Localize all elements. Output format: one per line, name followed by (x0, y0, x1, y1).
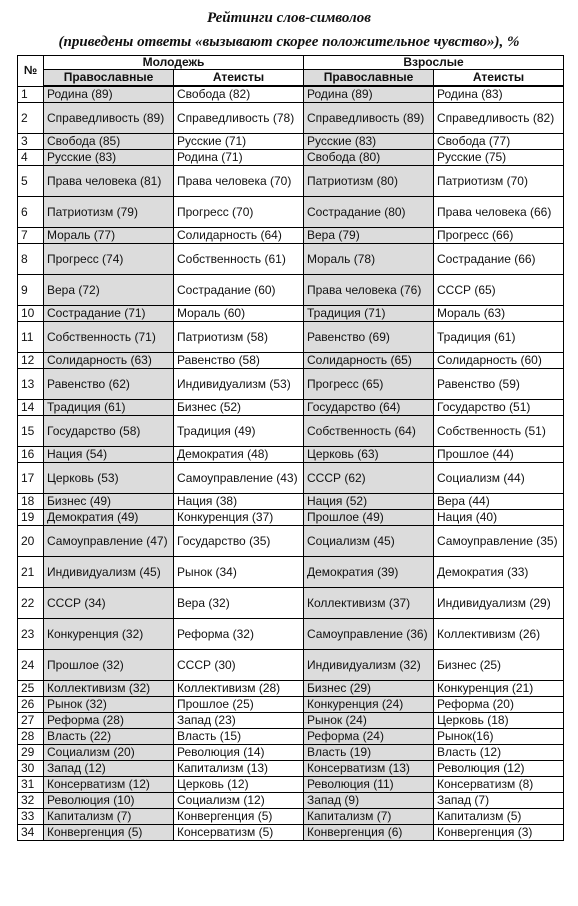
adults-orthodox-cell: Государство (64) (304, 400, 434, 416)
youth-atheists-cell: Демократия (48) (174, 447, 304, 463)
adults-atheists-cell: Солидарность (60) (434, 353, 564, 369)
adults-orthodox-cell: Индивидуализм (32) (304, 650, 434, 681)
row-number: 24 (18, 650, 44, 681)
youth-orthodox-cell: Коллективизм (32) (44, 681, 174, 697)
adults-atheists-cell: Нация (40) (434, 510, 564, 526)
youth-atheists-cell: Самоуправление (43) (174, 463, 304, 494)
adults-atheists-cell: Реформа (20) (434, 697, 564, 713)
youth-atheists-cell: Прошлое (25) (174, 697, 304, 713)
row-number: 25 (18, 681, 44, 697)
table-row (18, 650, 564, 681)
adults-orthodox-cell: Самоуправление (36) (304, 619, 434, 650)
youth-atheists-cell: Прогресс (70) (174, 197, 304, 228)
youth-atheists-cell: Конкуренция (37) (174, 510, 304, 526)
adults-atheists-cell: Русские (75) (434, 150, 564, 166)
youth-orthodox-cell: Свобода (85) (44, 134, 174, 150)
adults-atheists-cell: СССР (65) (434, 275, 564, 306)
table-row (18, 353, 564, 369)
row-number: 16 (18, 447, 44, 463)
adults-atheists-cell: Сострадание (66) (434, 244, 564, 275)
adults-orthodox-cell: Свобода (80) (304, 150, 434, 166)
row-number: 21 (18, 557, 44, 588)
youth-atheists-cell: Конвергенция (5) (174, 809, 304, 825)
table-row (18, 510, 564, 526)
adults-orthodox-cell: Нация (52) (304, 494, 434, 510)
table-row (18, 166, 564, 197)
youth-atheists-cell: Запад (23) (174, 713, 304, 729)
table-row (18, 729, 564, 745)
youth-atheists-cell: Патриотизм (58) (174, 322, 304, 353)
youth-orthodox-cell: Равенство (62) (44, 369, 174, 400)
youth-atheists-cell: Родина (71) (174, 150, 304, 166)
youth-atheists-cell: Рынок (34) (174, 557, 304, 588)
youth-atheists-cell: Равенство (58) (174, 353, 304, 369)
adults-atheists-cell: Собственность (51) (434, 416, 564, 447)
youth-orthodox-cell: Родина (89) (44, 86, 174, 103)
row-number: 27 (18, 713, 44, 729)
row-number: 5 (18, 166, 44, 197)
table-row (18, 244, 564, 275)
adults-atheists-cell: Революция (12) (434, 761, 564, 777)
youth-atheists-cell: Мораль (60) (174, 306, 304, 322)
youth-atheists-cell: Права человека (70) (174, 166, 304, 197)
header-row-subgroups (18, 70, 564, 87)
adults-orthodox-cell: Солидарность (65) (304, 353, 434, 369)
adults-atheists-cell: Справедливость (82) (434, 103, 564, 134)
table-row (18, 463, 564, 494)
adults-atheists-cell: Прогресс (66) (434, 228, 564, 244)
youth-orthodox-cell: Демократия (49) (44, 510, 174, 526)
adults-atheists-cell: Церковь (18) (434, 713, 564, 729)
adults-orthodox-cell: Вера (79) (304, 228, 434, 244)
table-row (18, 697, 564, 713)
row-number: 7 (18, 228, 44, 244)
youth-orthodox-cell: Права человека (81) (44, 166, 174, 197)
header-youth: Молодежь (44, 56, 304, 70)
adults-atheists-cell: Родина (83) (434, 86, 564, 103)
table-body (18, 86, 564, 841)
youth-atheists-cell: Реформа (32) (174, 619, 304, 650)
rating-table (17, 55, 564, 841)
header-row-groups (18, 56, 564, 70)
table-row (18, 416, 564, 447)
table-row (18, 150, 564, 166)
youth-orthodox-cell: Прогресс (74) (44, 244, 174, 275)
row-number: 34 (18, 825, 44, 841)
adults-orthodox-cell: Церковь (63) (304, 447, 434, 463)
header-adults-atheists: Атеисты (434, 70, 564, 87)
table-row (18, 713, 564, 729)
row-number: 23 (18, 619, 44, 650)
row-number: 26 (18, 697, 44, 713)
adults-orthodox-cell: Мораль (78) (304, 244, 434, 275)
adults-atheists-cell: Индивидуализм (29) (434, 588, 564, 619)
row-number: 28 (18, 729, 44, 745)
adults-orthodox-cell: Русские (83) (304, 134, 434, 150)
youth-atheists-cell: Справедливость (78) (174, 103, 304, 134)
adults-atheists-cell: Консерватизм (8) (434, 777, 564, 793)
youth-orthodox-cell: Консерватизм (12) (44, 777, 174, 793)
youth-atheists-cell: Нация (38) (174, 494, 304, 510)
row-number: 19 (18, 510, 44, 526)
adults-orthodox-cell: Бизнес (29) (304, 681, 434, 697)
adults-orthodox-cell: Родина (89) (304, 86, 434, 103)
row-number: 30 (18, 761, 44, 777)
adults-atheists-cell: Бизнес (25) (434, 650, 564, 681)
youth-orthodox-cell: Капитализм (7) (44, 809, 174, 825)
adults-orthodox-cell: Капитализм (7) (304, 809, 434, 825)
youth-orthodox-cell: Власть (22) (44, 729, 174, 745)
adults-orthodox-cell: Сострадание (80) (304, 197, 434, 228)
youth-atheists-cell: Капитализм (13) (174, 761, 304, 777)
adults-orthodox-cell: Революция (11) (304, 777, 434, 793)
youth-atheists-cell: Бизнес (52) (174, 400, 304, 416)
adults-orthodox-cell: Справедливость (89) (304, 103, 434, 134)
youth-orthodox-cell: Прошлое (32) (44, 650, 174, 681)
adults-atheists-cell: Запад (7) (434, 793, 564, 809)
adults-orthodox-cell: Конкуренция (24) (304, 697, 434, 713)
youth-atheists-cell: Консерватизм (5) (174, 825, 304, 841)
row-number: 15 (18, 416, 44, 447)
youth-atheists-cell: Традиция (49) (174, 416, 304, 447)
adults-atheists-cell: Равенство (59) (434, 369, 564, 400)
youth-atheists-cell: Вера (32) (174, 588, 304, 619)
adults-atheists-cell: Конкуренция (21) (434, 681, 564, 697)
youth-orthodox-cell: Справедливость (89) (44, 103, 174, 134)
adults-orthodox-cell: Традиция (71) (304, 306, 434, 322)
adults-orthodox-cell: Реформа (24) (304, 729, 434, 745)
table-row (18, 103, 564, 134)
adults-orthodox-cell: Социализм (45) (304, 526, 434, 557)
row-number: 31 (18, 777, 44, 793)
table-row (18, 369, 564, 400)
youth-orthodox-cell: Церковь (53) (44, 463, 174, 494)
adults-orthodox-cell: Равенство (69) (304, 322, 434, 353)
adults-orthodox-cell: Прошлое (49) (304, 510, 434, 526)
adults-orthodox-cell: Конвергенция (6) (304, 825, 434, 841)
youth-orthodox-cell: Традиция (61) (44, 400, 174, 416)
adults-atheists-cell: Вера (44) (434, 494, 564, 510)
table-row (18, 447, 564, 463)
table-row (18, 825, 564, 841)
table-row (18, 306, 564, 322)
adults-orthodox-cell: Консерватизм (13) (304, 761, 434, 777)
adults-orthodox-cell: СССР (62) (304, 463, 434, 494)
adults-atheists-cell: Капитализм (5) (434, 809, 564, 825)
youth-atheists-cell: Свобода (82) (174, 86, 304, 103)
table-row (18, 619, 564, 650)
youth-atheists-cell: Индивидуализм (53) (174, 369, 304, 400)
row-number: 29 (18, 745, 44, 761)
youth-atheists-cell: Солидарность (64) (174, 228, 304, 244)
youth-atheists-cell: Сострадание (60) (174, 275, 304, 306)
table-row (18, 793, 564, 809)
adults-atheists-cell: Демократия (33) (434, 557, 564, 588)
adults-atheists-cell: Патриотизм (70) (434, 166, 564, 197)
adults-atheists-cell: Традиция (61) (434, 322, 564, 353)
row-number: 20 (18, 526, 44, 557)
youth-atheists-cell: Собственность (61) (174, 244, 304, 275)
adults-atheists-cell: Мораль (63) (434, 306, 564, 322)
adults-atheists-cell: Права человека (66) (434, 197, 564, 228)
header-youth-orthodox: Православные (44, 70, 174, 87)
adults-atheists-cell: Рынок(16) (434, 729, 564, 745)
table-row (18, 761, 564, 777)
adults-orthodox-cell: Прогресс (65) (304, 369, 434, 400)
header-num: № (18, 56, 44, 87)
table-row (18, 400, 564, 416)
youth-orthodox-cell: Революция (10) (44, 793, 174, 809)
table-row (18, 228, 564, 244)
youth-orthodox-cell: Индивидуализм (45) (44, 557, 174, 588)
table-row (18, 197, 564, 228)
table-row (18, 809, 564, 825)
page-title: Рейтинги слов-символов (207, 10, 371, 26)
adults-atheists-cell: Социализм (44) (434, 463, 564, 494)
header-youth-atheists: Атеисты (174, 70, 304, 87)
row-number: 12 (18, 353, 44, 369)
youth-orthodox-cell: Мораль (77) (44, 228, 174, 244)
table-row (18, 588, 564, 619)
adults-atheists-cell: Свобода (77) (434, 134, 564, 150)
youth-orthodox-cell: Собственность (71) (44, 322, 174, 353)
adults-orthodox-cell: Патриотизм (80) (304, 166, 434, 197)
row-number: 9 (18, 275, 44, 306)
row-number: 11 (18, 322, 44, 353)
youth-orthodox-cell: Патриотизм (79) (44, 197, 174, 228)
row-number: 14 (18, 400, 44, 416)
youth-orthodox-cell: Рынок (32) (44, 697, 174, 713)
table-row (18, 557, 564, 588)
adults-atheists-cell: Прошлое (44) (434, 447, 564, 463)
page-subtitle: (приведены ответы «вызывают скорее положительное чувство»), % (58, 34, 520, 50)
adults-atheists-cell: Власть (12) (434, 745, 564, 761)
row-number: 13 (18, 369, 44, 400)
youth-orthodox-cell: Сострадание (71) (44, 306, 174, 322)
row-number: 33 (18, 809, 44, 825)
youth-orthodox-cell: Государство (58) (44, 416, 174, 447)
adults-orthodox-cell: Власть (19) (304, 745, 434, 761)
adults-atheists-cell: Коллективизм (26) (434, 619, 564, 650)
table-row (18, 134, 564, 150)
row-number: 8 (18, 244, 44, 275)
row-number: 18 (18, 494, 44, 510)
youth-orthodox-cell: Нация (54) (44, 447, 174, 463)
row-number: 2 (18, 103, 44, 134)
row-number: 32 (18, 793, 44, 809)
youth-orthodox-cell: Социализм (20) (44, 745, 174, 761)
table-row (18, 777, 564, 793)
adults-orthodox-cell: Запад (9) (304, 793, 434, 809)
youth-atheists-cell: Революция (14) (174, 745, 304, 761)
table-row (18, 494, 564, 510)
adults-atheists-cell: Самоуправление (35) (434, 526, 564, 557)
table-row (18, 745, 564, 761)
youth-atheists-cell: Власть (15) (174, 729, 304, 745)
adults-atheists-cell: Конвергенция (3) (434, 825, 564, 841)
youth-atheists-cell: Государство (35) (174, 526, 304, 557)
youth-atheists-cell: Коллективизм (28) (174, 681, 304, 697)
row-number: 1 (18, 86, 44, 103)
youth-orthodox-cell: Самоуправление (47) (44, 526, 174, 557)
row-number: 17 (18, 463, 44, 494)
adults-orthodox-cell: Права человека (76) (304, 275, 434, 306)
row-number: 3 (18, 134, 44, 150)
youth-atheists-cell: Социализм (12) (174, 793, 304, 809)
youth-orthodox-cell: Русские (83) (44, 150, 174, 166)
adults-orthodox-cell: Демократия (39) (304, 557, 434, 588)
youth-orthodox-cell: Вера (72) (44, 275, 174, 306)
adults-orthodox-cell: Рынок (24) (304, 713, 434, 729)
adults-orthodox-cell: Коллективизм (37) (304, 588, 434, 619)
header-adults: Взрослые (304, 56, 564, 70)
row-number: 6 (18, 197, 44, 228)
adults-atheists-cell: Государство (51) (434, 400, 564, 416)
youth-orthodox-cell: Конкуренция (32) (44, 619, 174, 650)
youth-orthodox-cell: Бизнес (49) (44, 494, 174, 510)
table-row (18, 526, 564, 557)
youth-atheists-cell: СССР (30) (174, 650, 304, 681)
youth-atheists-cell: Церковь (12) (174, 777, 304, 793)
row-number: 22 (18, 588, 44, 619)
table-row (18, 681, 564, 697)
youth-orthodox-cell: Конвергенция (5) (44, 825, 174, 841)
table-row (18, 322, 564, 353)
header-adults-orthodox: Православные (304, 70, 434, 87)
table-row (18, 275, 564, 306)
row-number: 10 (18, 306, 44, 322)
youth-orthodox-cell: СССР (34) (44, 588, 174, 619)
row-number: 4 (18, 150, 44, 166)
youth-atheists-cell: Русские (71) (174, 134, 304, 150)
adults-orthodox-cell: Собственность (64) (304, 416, 434, 447)
youth-orthodox-cell: Запад (12) (44, 761, 174, 777)
table-row (18, 86, 564, 103)
youth-orthodox-cell: Реформа (28) (44, 713, 174, 729)
youth-orthodox-cell: Солидарность (63) (44, 353, 174, 369)
